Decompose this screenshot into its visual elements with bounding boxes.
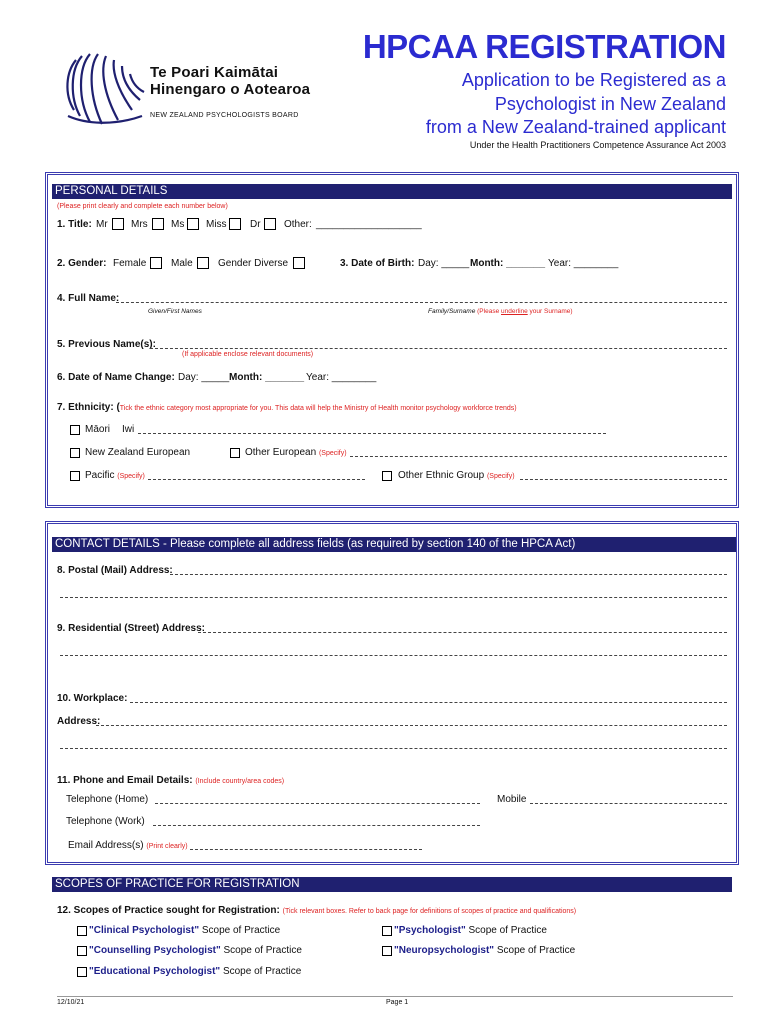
ethnicity-other-group-label: Other Ethnic Group (Specify) — [398, 470, 515, 481]
workplace-address-field-2[interactable] — [60, 748, 727, 749]
footer-divider — [57, 996, 733, 997]
telephone-home-field[interactable] — [155, 803, 480, 804]
telephone-home-label: Telephone (Home) — [66, 794, 149, 805]
other-european-field[interactable] — [350, 456, 727, 457]
gender-male-checkbox[interactable] — [197, 257, 209, 269]
title-other-field[interactable]: ___________________ — [316, 219, 422, 230]
iwi-field[interactable] — [138, 433, 606, 434]
scopes-heading: SCOPES OF PRACTICE FOR REGISTRATION — [52, 877, 732, 892]
title-ms-checkbox[interactable] — [187, 218, 199, 230]
residential-address-field-2[interactable] — [60, 655, 727, 656]
personal-details-heading: PERSONAL DETAILS — [52, 184, 732, 199]
gender-label: 2. Gender: — [57, 258, 107, 269]
footer-date: 12/10/21 — [57, 999, 85, 1006]
dob-label: 3. Date of Birth: — [340, 258, 415, 269]
scope-neuropsychologist-label: "Neuropsychologist" Scope of Practice — [394, 945, 576, 956]
ethnicity-nze-checkbox[interactable] — [70, 448, 80, 458]
scope-counselling-label: "Counselling Psychologist" Scope of Practice — [89, 945, 302, 956]
title-miss-label: Miss — [206, 219, 227, 230]
postal-address-field[interactable] — [170, 574, 727, 575]
name-change-day-field[interactable]: Day: _____ — [178, 372, 230, 383]
dob-year-field[interactable]: Year: ________ — [548, 258, 619, 269]
telephone-work-field[interactable] — [153, 825, 480, 826]
contact-details-heading: CONTACT DETAILS - Please complete all address fields (as required by section 140 of the HPCA Act) — [52, 537, 736, 552]
subtitle-line-2: Psychologist in New Zealand — [494, 94, 726, 114]
title-dr-checkbox[interactable] — [264, 218, 276, 230]
postal-address-label: 8. Postal (Mail) Address: — [57, 565, 173, 576]
email-label: Email Address(s) (Print clearly) — [68, 840, 188, 851]
title-mr-label: Mr — [96, 219, 108, 230]
ethnicity-maori-checkbox[interactable] — [70, 425, 80, 435]
fullname-label: 4. Full Name: — [57, 293, 120, 304]
name-change-label: 6. Date of Name Change: — [57, 372, 175, 383]
footer-page-number: Page 1 — [386, 999, 409, 1006]
name-change-month-field[interactable]: Month: _______ — [229, 372, 305, 383]
mobile-label: Mobile — [497, 794, 527, 805]
postal-address-field-2[interactable] — [60, 597, 727, 598]
dob-month-field[interactable]: Month: _______ — [470, 258, 546, 269]
previous-names-note: (If applicable enclose relevant documents) — [182, 351, 314, 358]
gender-diverse-checkbox[interactable] — [293, 257, 305, 269]
gender-female-checkbox[interactable] — [150, 257, 162, 269]
scope-educational-label: "Educational Psychologist" Scope of Practice — [89, 966, 302, 977]
title-mrs-label: Mrs — [131, 219, 148, 230]
scope-clinical-label: "Clinical Psychologist" Scope of Practice — [89, 925, 281, 936]
previous-names-label: 5. Previous Name(s): — [57, 339, 156, 350]
ethnicity-other-group-checkbox[interactable] — [382, 471, 392, 481]
scope-counselling-checkbox[interactable] — [77, 946, 87, 956]
workplace-address-field[interactable] — [96, 725, 727, 726]
ethnicity-pacific-checkbox[interactable] — [70, 471, 80, 481]
ethnicity-pacific-label: Pacific (Specify) — [85, 470, 145, 481]
ethnicity-nze-label: New Zealand European — [85, 447, 191, 458]
scope-clinical-checkbox[interactable] — [77, 926, 87, 936]
workplace-address-label: Address: — [57, 716, 101, 727]
previous-names-field[interactable] — [150, 348, 727, 349]
other-group-field[interactable] — [520, 479, 727, 480]
title-ms-label: Ms — [171, 219, 185, 230]
title-label: 1. Title: — [57, 219, 92, 230]
email-field[interactable] — [190, 849, 422, 850]
gender-diverse-label: Gender Diverse — [218, 258, 289, 269]
iwi-label: Iwi — [122, 424, 135, 435]
given-names-caption: Given/First Names — [148, 308, 202, 315]
pacific-field[interactable] — [148, 479, 365, 480]
telephone-work-label: Telephone (Work) — [66, 816, 145, 827]
dob-day-field[interactable]: Day: _____ — [418, 258, 470, 269]
title-dr-label: Dr — [250, 219, 261, 230]
scope-neuropsychologist-checkbox[interactable] — [382, 946, 392, 956]
scopes-question: 12. Scopes of Practice sought for Registration: (Tick relevant boxes. Refer to back page for definitions of scopes of practice and qualifications) — [57, 905, 577, 916]
title-mr-checkbox[interactable] — [112, 218, 124, 230]
ethnicity-label: 7. Ethnicity: (Tick the ethnic category most appropriate for you. This data will help the Ministry of Health monitor psychology workforce trends) — [57, 402, 517, 413]
scope-psychologist-checkbox[interactable] — [382, 926, 392, 936]
subtitle-line-3: from a New Zealand-trained applicant — [425, 117, 726, 137]
residential-address-label: 9. Residential (Street) Address: — [57, 623, 206, 634]
family-name-caption: Family/Surname (Please underline your Surname) — [428, 308, 573, 315]
subtitle-line-1: Application to be Registered as a — [461, 70, 726, 90]
act-reference: Under the Health Practitioners Competence Assurance Act 2003 — [469, 140, 726, 150]
scope-psychologist-label: "Psychologist" Scope of Practice — [394, 925, 547, 936]
ethnicity-other-european-checkbox[interactable] — [230, 448, 240, 458]
workplace-label: 10. Workplace: — [57, 693, 128, 704]
scope-educational-checkbox[interactable] — [77, 967, 87, 977]
title-mrs-checkbox[interactable] — [152, 218, 164, 230]
mobile-field[interactable] — [530, 803, 727, 804]
ethnicity-maori-label: Māori — [85, 424, 111, 435]
residential-address-field[interactable] — [198, 632, 727, 633]
title-miss-checkbox[interactable] — [229, 218, 241, 230]
gender-male-label: Male — [171, 258, 193, 269]
personal-instruction: (Please print clearly and complete each number below) — [57, 203, 228, 210]
mountain-logo-icon — [62, 50, 146, 130]
title-other-label: Other: — [284, 219, 312, 230]
org-name-english: NEW ZEALAND PSYCHOLOGISTS BOARD — [150, 112, 299, 119]
phone-email-label: 11. Phone and Email Details: (Include country/area codes) — [57, 775, 285, 786]
name-change-year-field[interactable]: Year: ________ — [306, 372, 377, 383]
fullname-field[interactable] — [116, 302, 727, 303]
workplace-field[interactable] — [130, 702, 727, 703]
gender-female-label: Female — [113, 258, 147, 269]
ethnicity-other-european-label: Other European (Specify) — [245, 447, 347, 458]
org-name-maori: Te Poari Kaimātai Hinengaro o Aotearoa — [150, 64, 311, 98]
page-title: HPCAA REGISTRATION — [362, 28, 726, 65]
